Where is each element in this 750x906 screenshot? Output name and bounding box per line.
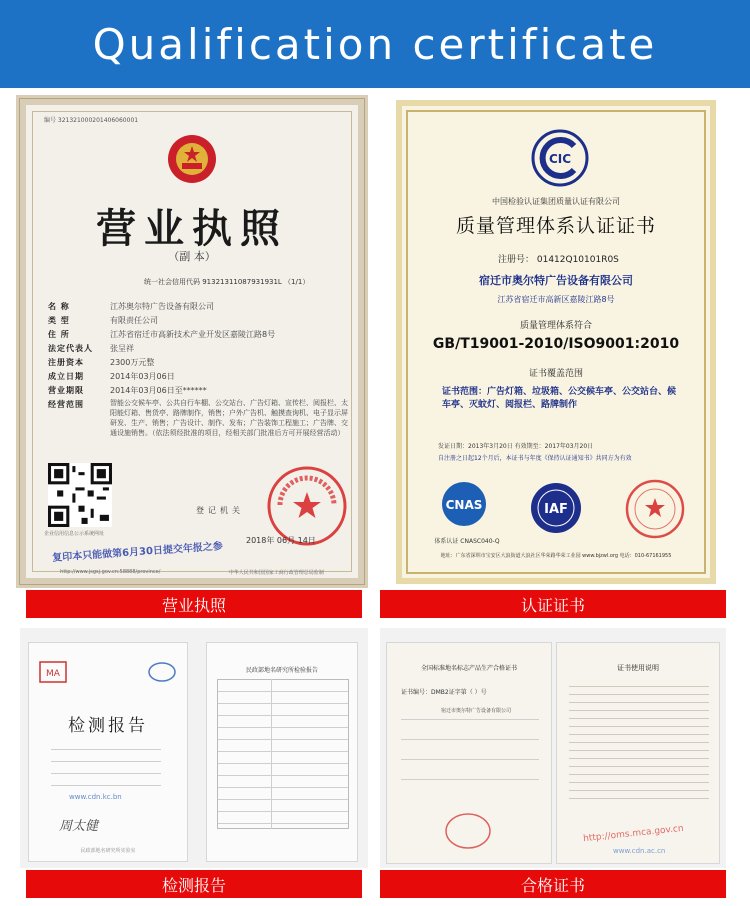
- license-key: 注册资本: [48, 358, 84, 367]
- license-scope: 智能公交候车亭、公共自行车棚、公交站台、广告灯箱、宣传栏、阅报栏、太阳能灯箱、售货亭、路牌制作，销售；户外广告机、触摸查询机、电子显示屏研发、生产、销售；广告设计、制作、发布；广告装饰工程施工；广告牌、交通设施销售。（依法须经批准的项目，经相关部门批准后方可开展经营活动）: [110, 399, 348, 437]
- certificate-address: 江苏省宿迁市高新区嘉陵江路8号: [497, 295, 615, 304]
- qualified-cert-reg: 证书编号：DMB2证字第（ ）号: [401, 689, 487, 696]
- license-key: 名 称: [48, 302, 70, 311]
- license-row: [48, 398, 348, 438]
- svg-text:MA: MA: [46, 669, 60, 679]
- test-report-watermark: www.cdn.kc.bn: [69, 793, 122, 801]
- form-line: [401, 779, 539, 780]
- license-key: 住 所: [48, 330, 70, 339]
- license-row: [48, 356, 348, 370]
- license-credit-code: 统一社会信用代码 91321311087931931L （1/1）: [144, 278, 310, 286]
- license-row: [48, 300, 348, 314]
- annual-report-stamp: 复印本只能做第6月30日提交年报之参: [51, 541, 224, 564]
- qualified-cert-right: [556, 642, 720, 864]
- test-report-signature: 周太健: [59, 819, 99, 834]
- license-key: 经营范围: [48, 400, 84, 409]
- header-banner: [0, 0, 750, 88]
- iaf-logo-icon: [526, 481, 586, 535]
- certificate-conform: 质量管理体系符合: [519, 321, 592, 331]
- certificate-scope-title: 证书覆盖范围: [528, 369, 583, 379]
- svg-text:CNAS: CNAS: [445, 498, 483, 512]
- certificate-company: 宿迁市奥尔特广告设备有限公司: [479, 274, 633, 287]
- form-line: [51, 785, 161, 786]
- license-value: 有限责任公司: [110, 316, 158, 325]
- qualified-seal-icon: [443, 811, 493, 851]
- registration-authority: 登记机关: [196, 506, 244, 515]
- certificate-seal-icon: [624, 478, 686, 540]
- national-emblem-icon: [166, 133, 218, 185]
- caption-business-license: 营业执照: [26, 590, 362, 618]
- license-row: [48, 314, 348, 328]
- cic-logo-icon: [530, 128, 590, 188]
- test-report-footer: 民政部地名研究所实验室: [80, 848, 136, 854]
- license-serial: 编号 321321000201406060001: [44, 117, 139, 124]
- cma-logo-icon: [39, 661, 67, 683]
- license-row: [48, 342, 348, 356]
- test-report-title: 检测报告: [68, 716, 148, 736]
- certificate-title: 质量管理体系认证证书: [455, 215, 656, 237]
- qualified-cert-title: 全国标准地名标志产品生产合格证书: [420, 665, 517, 672]
- license-footer: [26, 569, 358, 576]
- license-value: 2014年03月06日: [110, 372, 175, 381]
- license-value: 江苏奥尔特广告设备有限公司: [110, 302, 214, 311]
- business-license-image: [16, 95, 368, 588]
- license-key: 法定代表人: [48, 344, 93, 353]
- cnas-logo-icon: [434, 478, 494, 538]
- certificate-footer: 地址：广东省深圳市宝安区大浪街道大浪社区华荣路华荣工业园 www.bjzwl.org 电话：010-67161955: [440, 553, 672, 559]
- certificate-standard: GB/T19001-2010/ISO9001:2010: [432, 336, 680, 352]
- cnas-label: 体系认证 CNASC040-Q: [434, 538, 500, 545]
- form-line: [51, 773, 161, 774]
- table-divider: [271, 679, 272, 829]
- svg-text:CIC: CIC: [548, 152, 572, 166]
- license-value: 张呈祥: [110, 344, 134, 353]
- license-date: 2018年 06月 14日: [246, 536, 316, 545]
- certificate-org: 中国检验认证集团质量认证有限公司: [492, 197, 620, 206]
- license-title: 营业执照: [96, 205, 288, 252]
- license-key: 类 型: [48, 316, 70, 325]
- banner-title: Qualification certificate: [92, 19, 658, 69]
- caption-certification: 认证证书: [380, 590, 726, 618]
- usage-instructions-text: [569, 679, 709, 799]
- form-line: [51, 761, 161, 762]
- quality-certificate-image: [396, 100, 716, 584]
- svg-text:IAF: IAF: [544, 502, 568, 517]
- caption-qualified-certificate: 合格证书: [380, 870, 726, 898]
- test-report-page-1: [28, 642, 188, 862]
- certificate-reg-no: 注册号： 01412Q10101R0S: [498, 255, 619, 265]
- qr-caption: 企业信用信息公示系统网址: [44, 531, 105, 537]
- license-key: 成立日期: [48, 372, 84, 381]
- form-line: [401, 759, 539, 760]
- license-value: 2014年03月06日至******: [110, 386, 207, 395]
- qualified-watermark: http://oms.mca.gov.cn: [582, 823, 685, 845]
- license-row: [48, 370, 348, 384]
- cnas-mini-logo-icon: [147, 661, 177, 683]
- certificate-note: 自注册之日起12个月后，本证书与年度《保持认证通知书》共同方为有效: [438, 455, 632, 462]
- qr-code-icon: [48, 463, 112, 527]
- license-fields: [48, 300, 348, 438]
- qualified-certificate-image: [380, 628, 726, 868]
- test-report-page-2: [206, 642, 358, 862]
- test-result-table: [217, 679, 349, 829]
- license-key: 营业期限: [48, 386, 84, 395]
- usage-instructions-title: 证书使用说明: [617, 664, 659, 672]
- caption-test-report: 检测报告: [26, 870, 362, 898]
- license-row: [48, 328, 348, 342]
- form-line: [401, 719, 539, 720]
- license-footer-url: http://www.jsgsj.gov.cn:58888/province/: [60, 569, 161, 575]
- certificate-scope: 证书范围：广告灯箱、垃圾箱、公交候车亭、公交站台、候车亭、灭蚊灯、阅报栏、路牌制作: [442, 387, 677, 410]
- license-footer-issuer: 中华人民共和国国家工商行政管理总局监制: [228, 570, 324, 576]
- license-value: 江苏省宿迁市高新技术产业开发区嘉陵江路8号: [110, 330, 276, 339]
- form-line: [51, 749, 161, 750]
- form-line: [401, 739, 539, 740]
- test-report-page2-title: 民政部地名研究所检验报告: [245, 667, 318, 674]
- license-row: [48, 384, 348, 398]
- certificate-dates: 发证日期：2013年3月20日 有效期至：2017年03月20日: [438, 443, 594, 450]
- test-report-image: [20, 628, 368, 868]
- qualified-cert-left: [386, 642, 552, 864]
- license-subtitle: （副 本）: [168, 250, 216, 263]
- qualified-cert-company: 宿迁市奥尔特广告设备有限公司: [441, 708, 512, 714]
- license-value: 2300万元整: [110, 358, 155, 367]
- qualified-footer-url: www.cdn.ac.cn: [613, 847, 666, 855]
